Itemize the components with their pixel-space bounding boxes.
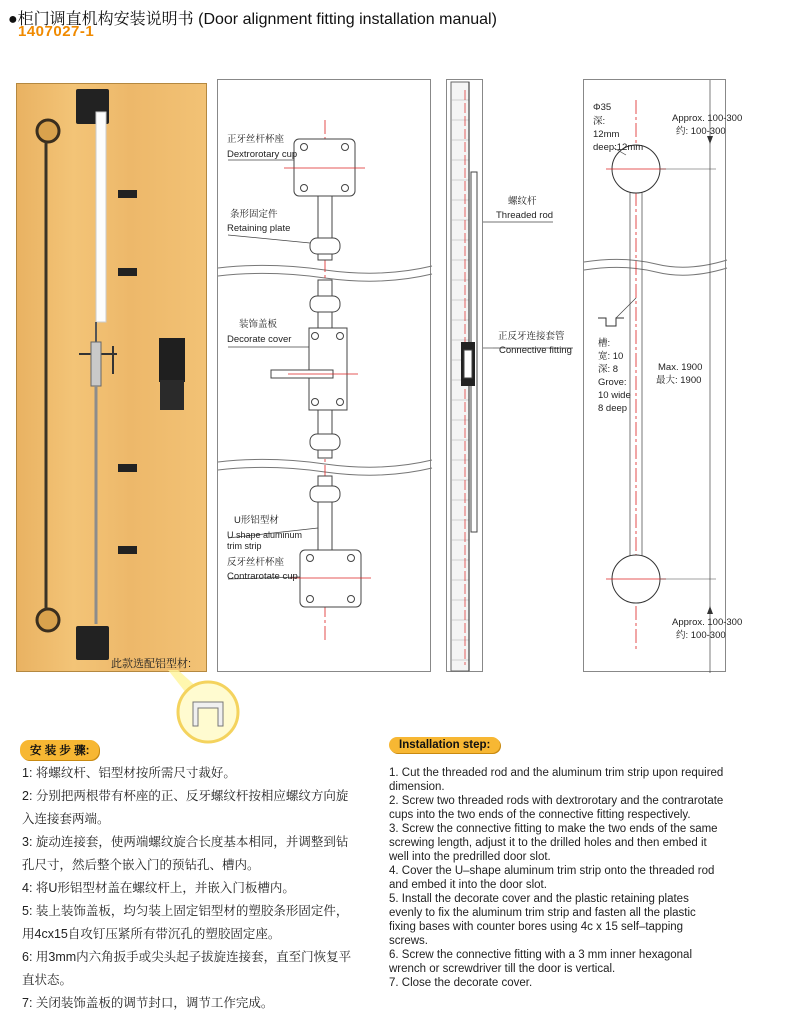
steps-en-line: wrench or screwdriver till the door is vertical.	[389, 963, 616, 975]
manual-title: ●柜门调直机构安装说明书 (Door alignment fitting installation manual)	[8, 11, 497, 28]
product-code: 1407027-1	[18, 23, 95, 40]
approx-top-en: Approx. 100-300	[672, 113, 743, 124]
steps-en-line: screws.	[389, 935, 428, 947]
steps-en-line: 6. Screw the connective fitting with a 3 mm inner hexagonal	[389, 949, 692, 961]
steps-cn-line: 孔尺寸，然后整个嵌入门的预钻孔、槽内。	[22, 858, 260, 872]
contrarotate-label-en: Contrarotate cup	[227, 571, 298, 582]
steps-cn-line: 6: 用3mm内六角扳手或尖头起子拔旋连接套，直至门恢复平	[22, 950, 352, 964]
trim-strip-callout	[160, 668, 240, 748]
steps-en-line: 5. Install the decorate cover and the plastic retaining plates	[389, 893, 689, 905]
steps-en-line: 3. Screw the connective fitting to make the two ends of the same	[389, 823, 718, 835]
steps-en-line: 7. Close the decorate cover.	[389, 977, 533, 989]
steps-cn-line: 用4cx15自攻钉压紧所有带沉孔的塑胶固定座。	[22, 927, 281, 941]
wide-label-en: 10 wide	[598, 390, 631, 401]
groove-diagram	[583, 79, 743, 672]
dextrorotary-label-cn: 正牙丝杆杯座	[227, 134, 285, 145]
steps-en-line: fixing bases with counter bores using 4c x 15 self–tapping	[389, 921, 684, 933]
phi-label: Φ35	[593, 102, 612, 113]
steps-en-line: screwing length, adjust it to the drilled holes and then embed it	[389, 837, 707, 849]
depth-label-cn: 深:	[593, 116, 606, 127]
grove-label-en: Grove:	[598, 377, 627, 388]
ushape-label-en2: trim strip	[227, 541, 262, 551]
retaining-label-en: Retaining plate	[227, 223, 291, 234]
steps-en-line: well into the predrilled door slot.	[389, 851, 551, 863]
depth-label-mm: 12mm	[593, 129, 620, 140]
retaining-label-cn: 条形固定件	[230, 209, 278, 220]
photo-illustration	[17, 84, 208, 673]
deep-label-en: 8 deep	[598, 403, 628, 414]
max-label-cn: 最大: 1900	[656, 375, 702, 386]
max-label-en: Max. 1900	[658, 362, 703, 373]
steps-en-line: and embed it into the door slot.	[389, 879, 547, 891]
steps-en-header: Installation step:	[389, 737, 500, 753]
connective-label-en: Connective fitting	[499, 345, 572, 356]
dextrorotary-label-en: Dextrorotary cup	[227, 149, 298, 160]
steps-en-line: evenly to fix the aluminum trim strip and fasten all the plastic	[389, 907, 696, 919]
steps-cn-line: 3: 旋动连接套，使两端螺纹旋合长度基本相同，并调整到钻	[22, 835, 349, 849]
steps-en-line: 4. Cover the U–shape aluminum trim strip onto the threaded rod	[389, 865, 715, 877]
threaded-label-cn: 螺纹杆	[508, 196, 537, 207]
ushape-label-en1: U shape aluminum	[227, 530, 303, 540]
threaded-label-en: Threaded rod	[496, 210, 554, 221]
decorate-label-cn: 装饰盖板	[239, 319, 278, 330]
depth-label-en: deep:12mm	[593, 142, 644, 153]
steps-cn-line: 4: 将U形铝型材盖在螺纹杆上，并嵌入门板槽内。	[22, 881, 295, 895]
approx-top-cn: 约: 100-300	[676, 126, 726, 137]
steps-en-line: 1. Cut the threaded rod and the aluminum trim strip upon required	[389, 767, 724, 779]
wide-label-cn: 宽: 10	[598, 351, 624, 362]
assembly-diagram	[217, 79, 431, 672]
approx-bot-en: Approx. 100-300	[672, 617, 743, 628]
steps-cn-line: 1: 将螺纹杆、铝型材按所需尺寸裁好。	[22, 766, 236, 780]
steps-cn-line: 7: 关闭装饰盖板的调节封口，调节工作完成。	[22, 996, 274, 1010]
approx-bot-cn: 约: 100-300	[676, 630, 726, 641]
steps-cn-line: 2: 分别把两根带有杯座的正、反牙螺纹杆按相应螺纹方向旋	[22, 789, 349, 803]
decorate-label-en: Decorate cover	[227, 334, 292, 345]
photo-caption: 此款选配铝型材:	[111, 658, 192, 670]
deep-label-cn: 深: 8	[598, 364, 619, 375]
product-photo	[16, 83, 207, 672]
groove-label-cn: 槽:	[598, 338, 611, 349]
cross-section-diagram	[446, 79, 483, 672]
contrarotate-label-cn: 反牙丝杆杯座	[227, 557, 285, 568]
steps-cn-line: 直状态。	[22, 973, 73, 987]
steps-cn-header: 安 装 步 骤:	[20, 740, 99, 760]
ushape-label-cn: U形铝型材	[234, 515, 279, 526]
steps-cn-line: 入连接套两端。	[22, 812, 110, 826]
steps-cn-list	[22, 762, 367, 1015]
steps-en-list	[389, 766, 779, 990]
connective-label-cn: 正反牙连接套管	[498, 331, 565, 342]
steps-cn-line: 5: 装上装饰盖板，均匀装上固定铝型材的塑胶条形固定件，	[22, 904, 349, 918]
steps-en-line: dimension.	[389, 781, 445, 793]
steps-en-line: cups into the two ends of the connective fitting respectively.	[389, 809, 691, 821]
steps-en-line: 2. Screw two threaded rods with dextrorotary and the contrarotate	[389, 795, 724, 807]
